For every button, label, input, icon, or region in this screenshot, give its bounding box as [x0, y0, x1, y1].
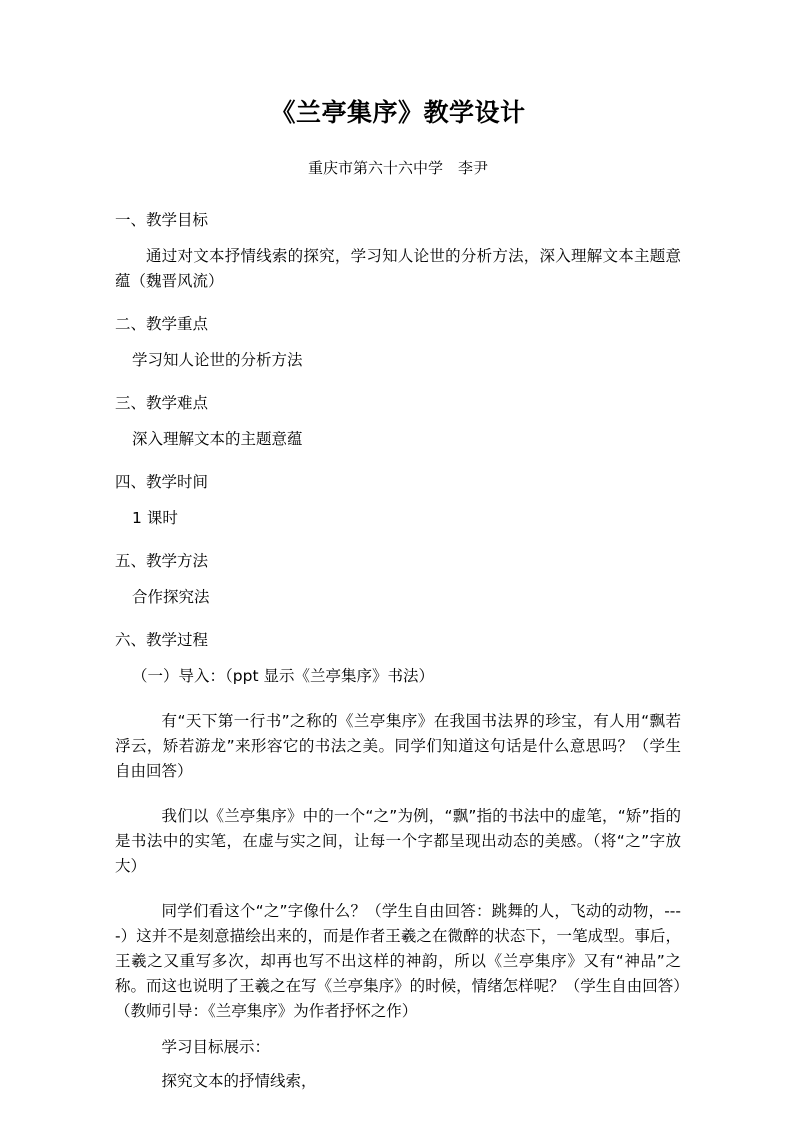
section-heading-teaching-objectives: 一、教学目标 — [115, 211, 209, 229]
section-heading-teaching-method: 五、教学方法 — [115, 552, 209, 570]
section-heading-teaching-time: 四、教学时间 — [115, 473, 209, 491]
document-body — [115, 0, 681, 1094]
section-heading-teaching-difficulty: 三、教学难点 — [115, 394, 209, 412]
section-body-teaching-difficulty: 深入理解文本的主题意蕴 — [132, 430, 303, 448]
section-heading-teaching-focus: 二、教学重点 — [115, 315, 209, 333]
process-paragraph-3: 同学们看这个“之”字像什么？（学生自由回答：跳舞的人，飞动的动物，----）这并不是刻意描绘出来的，而是作者王羲之在微醉的状态下，一笔成型。事后，王羲之又重写多次，却再也写不出这样的神韵，所以《兰亭集序》又有“神品”之称。而这也说明了王羲之在写《兰亭集序》的时候，情绪怎样呢？（学生自由回答）（教师引导：《兰亭集序》为作者抒怀之作） — [115, 902, 681, 1020]
learning-objective-label: 学习目标展示： — [161, 1038, 271, 1056]
section-body-teaching-time: 1 课时 — [132, 509, 178, 527]
section-heading-teaching-process: 六、教学过程 — [115, 631, 209, 649]
process-paragraph-2: 我们以《兰亭集序》中的一个“之”为例，“飘”指的书法中的虚笔，“矫”指的是书法中的实笔，在虚与实之间，让每一个字都呈现出动态的美感。（将“之”字放大） — [115, 807, 681, 875]
document-byline: 重庆市第六十六中学 李尹 — [307, 159, 488, 177]
section-body-teaching-method: 合作探究法 — [132, 588, 210, 606]
section-body-teaching-focus: 学习知人论世的分析方法 — [132, 351, 303, 369]
learning-objective-item-1: 探究文本的抒情线索， — [161, 1072, 317, 1090]
process-paragraph-1: 有“天下第一行书”之称的《兰亭集序》在我国书法界的珍宝，有人用“飘若浮云，矫若游龙”来形容它的书法之美。同学们知道这句话是什么意思吗？（学生自由回答） — [115, 712, 681, 780]
process-step-one-label: （一）导入：（ppt 显示《兰亭集序》书法） — [132, 667, 434, 685]
page-title: 《兰亭集序》教学设计 — [270, 98, 526, 127]
section-body-teaching-objectives: 通过对文本抒情线索的探究，学习知人论世的分析方法，深入理解文本主题意蕴（魏晋风流） — [115, 247, 681, 290]
